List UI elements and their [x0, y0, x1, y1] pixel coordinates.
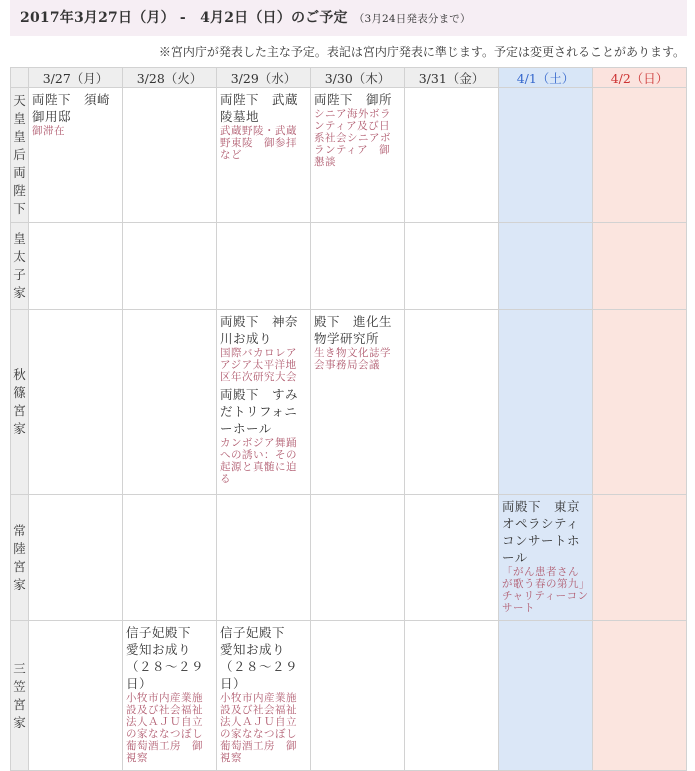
schedule-cell: [311, 621, 405, 771]
schedule-cell: [29, 88, 123, 223]
event-title: 信子妃殿下 愛知お成り（２８～２９日）: [220, 625, 299, 691]
schedule-event: [314, 91, 401, 168]
day-header-saturday: 4/1（土）: [499, 68, 593, 88]
family-name: 天皇皇后両陛下: [13, 93, 26, 216]
schedule-cell: [29, 223, 123, 310]
schedule-cell: [593, 621, 687, 771]
schedule-cell: [123, 223, 217, 310]
family-label: [11, 621, 29, 771]
schedule-event: [220, 386, 307, 485]
event-detail: 国際バカロレアアジア太平洋地区年次研究大会: [220, 347, 297, 383]
event-detail: カンボジア舞踊への誘い：その起源と真髄に迫る: [220, 437, 297, 485]
day-header: 3/31（金）: [405, 68, 499, 88]
schedule-cell: [123, 621, 217, 771]
schedule-cell: [217, 495, 311, 621]
schedule-event: [502, 498, 589, 614]
schedule-event: [32, 91, 119, 137]
family-name: 三笠宮家: [13, 660, 26, 730]
event-title: 両殿下 すみだトリフォニーホール: [220, 387, 299, 436]
event-detail: 「がん患者さんが歌う春の第九」チャリティーコンサート: [502, 566, 589, 614]
event-title: 両殿下 東京オペラシティコンサートホール: [502, 499, 581, 565]
family-name: 秋篠宮家: [13, 367, 26, 436]
schedule-cell: [217, 88, 311, 223]
schedule-cell: [499, 621, 593, 771]
schedule-cell: [123, 495, 217, 621]
corner-cell: [11, 68, 29, 88]
schedule-cell: [405, 88, 499, 223]
event-detail: 小牧市内産業施設及び社会福祉法人ＡＪＵ自立の家ななつぼし葡萄酒工房 御視察: [220, 692, 297, 764]
day-header: 3/29（水）: [217, 68, 311, 88]
schedule-cell: [499, 495, 593, 621]
schedule-event: [220, 624, 307, 764]
schedule-cell: [405, 223, 499, 310]
family-label: [11, 223, 29, 310]
event-detail: 生き物文化誌学会事務局会議: [314, 347, 391, 371]
schedule-cell: [29, 495, 123, 621]
schedule-cell: [499, 88, 593, 223]
family-row: [11, 310, 687, 495]
day-header: 3/28（火）: [123, 68, 217, 88]
schedule-cell: [217, 223, 311, 310]
schedule-cell: [311, 310, 405, 495]
schedule-cell: [405, 621, 499, 771]
event-detail: 小牧市内産業施設及び社会福祉法人ＡＪＵ自立の家ななつぼし葡萄酒工房 御視察: [126, 692, 203, 764]
event-title: 殿下 進化生物学研究所: [314, 314, 393, 346]
event-title: 信子妃殿下 愛知お成り（２８～２９日）: [126, 625, 205, 691]
schedule-cell: [593, 495, 687, 621]
family-label: [11, 88, 29, 223]
family-name: 皇太子家: [13, 231, 26, 300]
schedule-event: [220, 91, 307, 161]
schedule-cell: [311, 223, 405, 310]
header-title: 2017年3月27日（月） - 4月2日（日）のご予定: [20, 10, 348, 26]
family-row: [11, 223, 687, 310]
schedule-cell: [593, 88, 687, 223]
day-header: 3/27（月）: [29, 68, 123, 88]
schedule-table: [10, 67, 687, 771]
schedule-cell: [311, 88, 405, 223]
schedule-cell: [405, 310, 499, 495]
family-name: 常陸宮家: [13, 522, 26, 592]
family-label: [11, 495, 29, 621]
event-title: 両殿下 神奈川お成り: [220, 314, 299, 346]
schedule-cell: [217, 310, 311, 495]
schedule-cell: [499, 310, 593, 495]
day-header-sunday: 4/2（日）: [593, 68, 687, 88]
schedule-note: ※宮内庁が発表した主な予定。表記は宮内庁発表に準じます。予定は変更されることがあります。: [158, 45, 685, 59]
schedule-cell: [217, 621, 311, 771]
family-label: [11, 310, 29, 495]
family-row: [11, 621, 687, 771]
day-header: 3/30（木）: [311, 68, 405, 88]
event-title: 両陛下 御所: [314, 92, 393, 107]
schedule-event: [126, 624, 213, 764]
family-row: [11, 495, 687, 621]
event-detail: シニア海外ボランティア及び日系社会シニアボランティア 御懇談: [314, 108, 391, 168]
event-detail: 武蔵野陵・武蔵野東陵 御参拝など: [220, 125, 297, 161]
schedule-cell: [29, 310, 123, 495]
schedule-cell: [499, 223, 593, 310]
schedule-cell: [405, 495, 499, 621]
header-subtitle: （3月24日発表分まで）: [353, 13, 471, 25]
schedule-cell: [123, 310, 217, 495]
event-title: 両陛下 武蔵陵墓地: [220, 92, 299, 124]
schedule-cell: [593, 310, 687, 495]
schedule-event: [314, 313, 401, 371]
schedule-cell: [593, 223, 687, 310]
event-title: 両陛下 須崎御用邸: [32, 92, 111, 124]
page-header: [10, 0, 687, 36]
schedule-cell: [311, 495, 405, 621]
schedule-cell: [123, 88, 217, 223]
event-detail: 御滞在: [32, 125, 65, 137]
schedule-event: [220, 313, 307, 383]
family-row: [11, 88, 687, 223]
schedule-cell: [29, 621, 123, 771]
header-row: [11, 68, 687, 88]
